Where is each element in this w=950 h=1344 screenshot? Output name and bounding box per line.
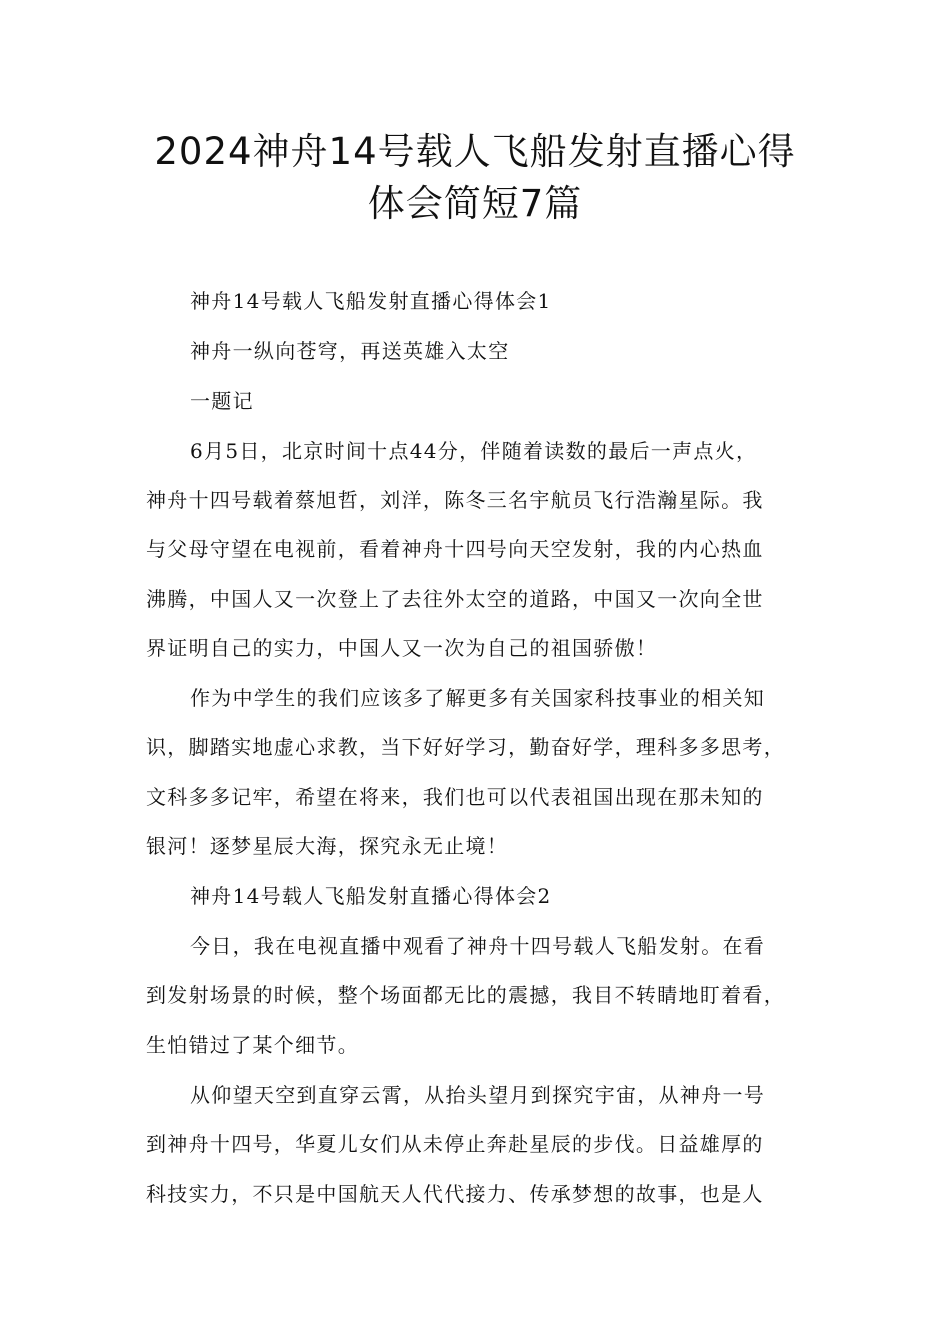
paragraph-line: 到神舟十四号，华夏儿女们从未停止奔赴星辰的步伐。日益雄厚的 [146, 1132, 764, 1156]
paragraph-line: 作为中学生的我们应该多了解更多有关国家科技事业的相关知 [190, 686, 766, 710]
document-title-line-2: 体会简短7篇 [367, 182, 583, 225]
paragraph-line: 神舟十四号载着蔡旭哲，刘洋，陈冬三名宇航员飞行浩瀚星际。我 [146, 488, 764, 512]
paragraph-line: 一题记 [190, 389, 254, 413]
paragraph-line: 沸腾，中国人又一次登上了去往外太空的道路，中国又一次向全世 [146, 587, 764, 611]
section-heading-1: 神舟14号载人飞船发射直播心得体会1 [190, 289, 552, 313]
paragraph-line: 到发射场景的时候，整个场面都无比的震撼，我目不转睛地盯着看， [146, 983, 785, 1007]
paragraph-line: 界证明自己的实力，中国人又一次为自己的祖国骄傲！ [146, 636, 658, 660]
paragraph-line: 6月5日，北京时间十点44分，伴随着读数的最后一声点火， [190, 439, 758, 463]
paragraph-line: 神舟一纵向苍穹，再送英雄入太空 [190, 339, 510, 363]
section-heading-2: 神舟14号载人飞船发射直播心得体会2 [190, 884, 552, 908]
paragraph-line: 从仰望天空到直穿云霄，从抬头望月到探究宇宙，从神舟一号 [190, 1083, 766, 1107]
paragraph-line: 今日，我在电视直播中观看了神舟十四号载人飞船发射。在看 [190, 934, 766, 958]
paragraph-line: 文科多多记牢，希望在将来，我们也可以代表祖国出现在那未知的 [146, 785, 764, 809]
document-title-line-1: 2024神舟14号载人飞船发射直播心得 [154, 130, 796, 173]
paragraph-line: 与父母守望在电视前，看着神舟十四号向天空发射，我的内心热血 [146, 537, 764, 561]
paragraph-line: 识，脚踏实地虚心求教，当下好好学习，勤奋好学，理科多多思考， [146, 735, 785, 759]
paragraph-line: 生怕错过了某个细节。 [146, 1033, 359, 1057]
paragraph-line: 科技实力，不只是中国航天人代代接力、传承梦想的故事，也是人 [146, 1182, 764, 1206]
paragraph-line: 银河！逐梦星辰大海，探究永无止境！ [146, 834, 509, 858]
